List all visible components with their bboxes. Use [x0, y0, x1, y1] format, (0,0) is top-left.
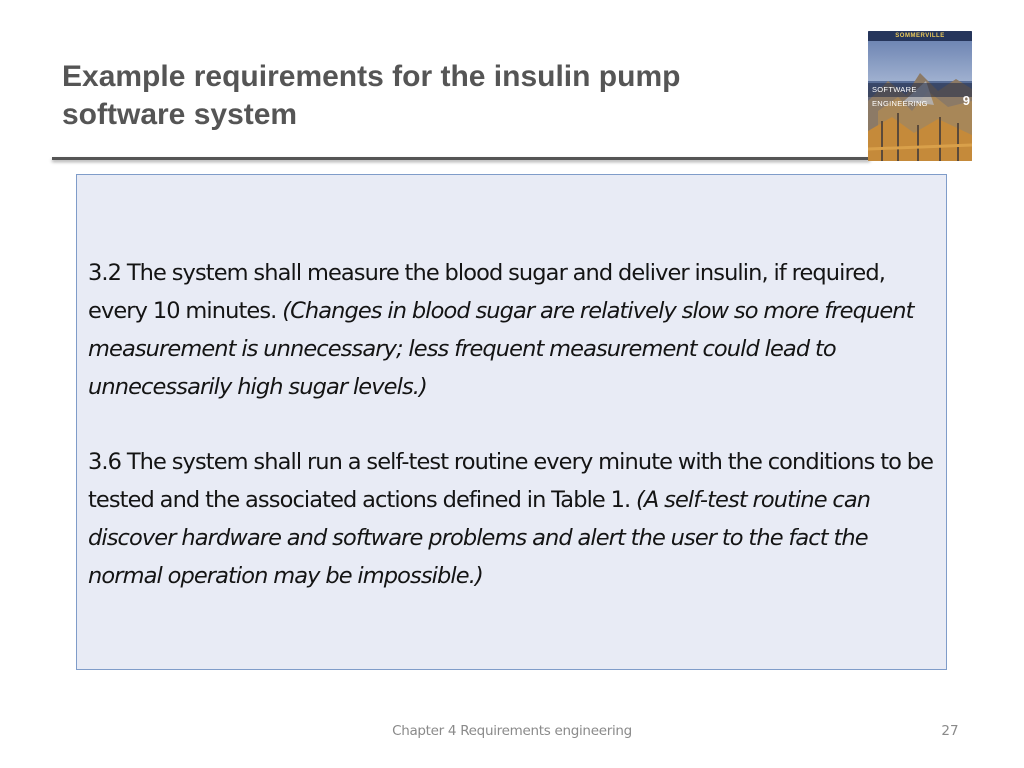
slide-title: [62, 58, 842, 134]
requirement-rationale: (Changes in blood sugar are relatively slow so more frequent measurement is unnecessary; less frequent measurement could lead to unnecessarily high sugar levels.): [88, 298, 914, 400]
requirement-text: 3.6 The system shall run a self-test routine every minute with the conditions to be tested and the associated actions defined in Table 1.: [88, 449, 934, 513]
requirement-3-6: [88, 443, 938, 595]
cover-building-graphic: [868, 61, 972, 161]
footer-chapter-label: Chapter 4 Requirements engineering: [392, 723, 632, 739]
requirement-3-2: [88, 254, 938, 406]
page-number: 27: [941, 723, 959, 739]
requirement-rationale: (A self-test routine can discover hardware and software problems and alert the user to the fact the normal operation may be impossible.): [88, 487, 871, 589]
requirement-text: 3.2 The system shall measure the blood sugar and deliver insulin, if required, every 10 minutes.: [88, 260, 885, 324]
title-divider: [52, 157, 870, 160]
requirements-box: [76, 174, 947, 670]
cover-author: SOMMERVILLE: [868, 31, 972, 41]
slide-title-line-2: software system: [62, 98, 298, 131]
book-cover-image: [868, 31, 972, 161]
slide-title-line-1: Example requirements for the insulin pump: [62, 60, 681, 93]
cover-edition: 9: [962, 93, 970, 108]
cover-title: SOFTWARE ENGINEERING: [868, 83, 972, 97]
